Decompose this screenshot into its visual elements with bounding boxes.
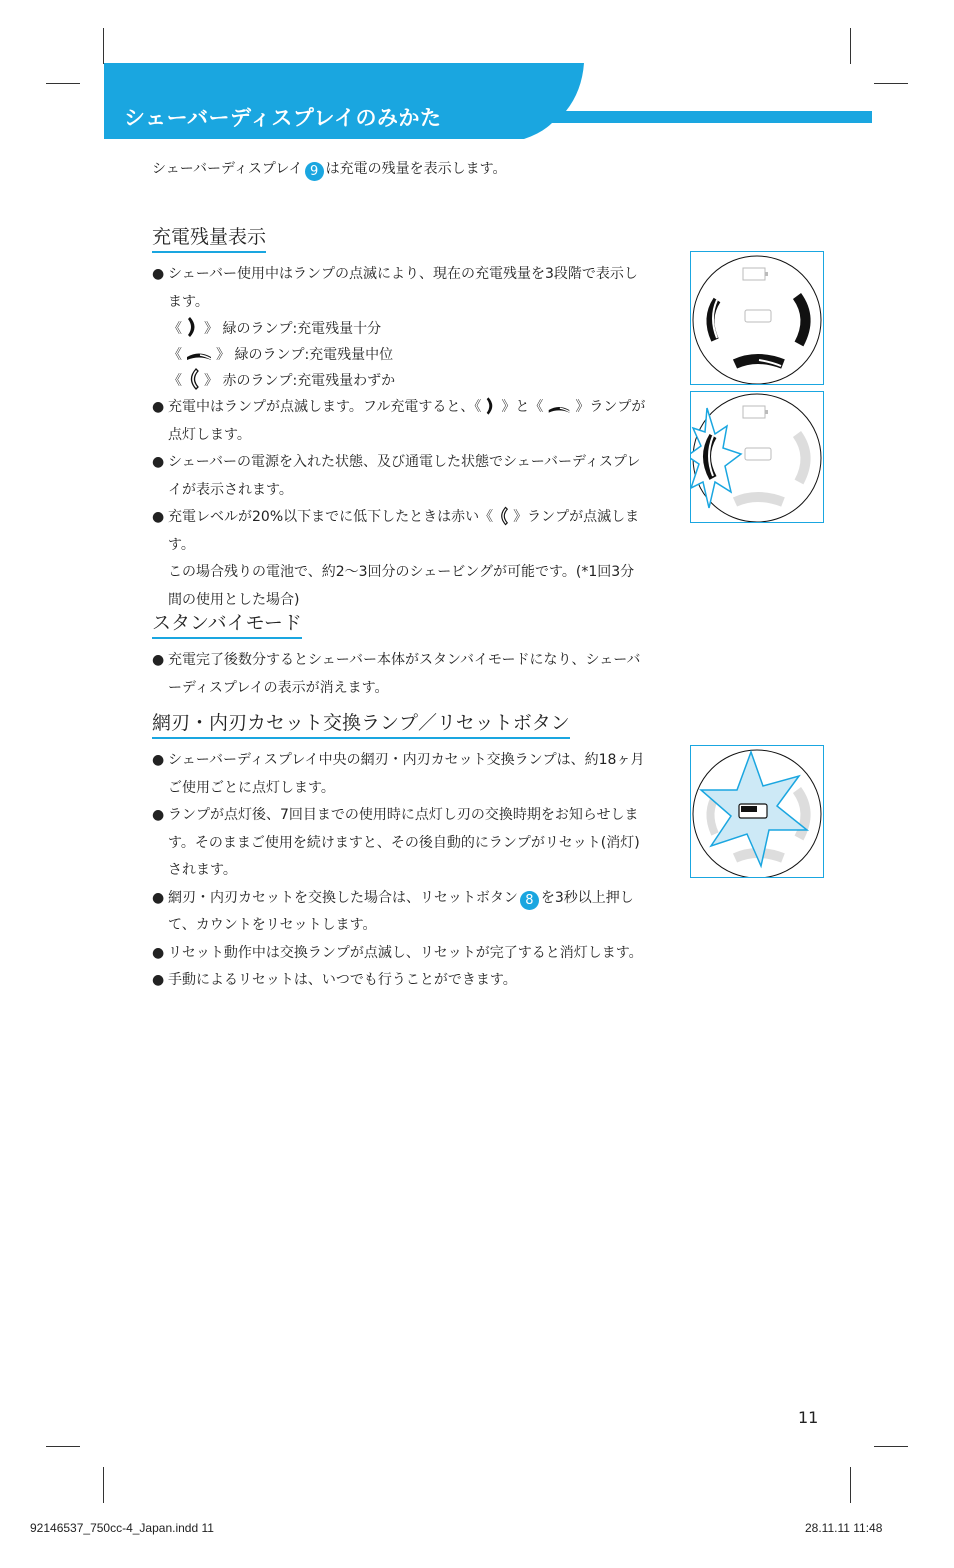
bullet-item: ● ランプが点灯後、7回目までの使用時に点灯し刃の交換時期をお知らせします。そのままご使用を続けますと、その後自動的にランプがリセット(消灯)されます。	[152, 802, 647, 885]
section-battery-level	[152, 222, 647, 614]
full-lamp-icon	[485, 396, 497, 416]
low-lamp-icon	[186, 368, 200, 390]
bullet-item: ● リセット動作中は交換ランプが点滅し、リセットが完了すると消灯します。	[152, 940, 647, 968]
full-lamp-icon	[186, 316, 200, 338]
number-badge-8: 8	[520, 891, 539, 910]
display-figure-full	[690, 251, 824, 385]
crop-mark	[850, 1467, 851, 1503]
page-title: シェーバーディスプレイのみかた	[124, 106, 442, 130]
bullet-item: ● 充電中はランプが点滅します。フル充電すると、《 》と《 》ランプが点灯します。	[152, 394, 647, 449]
mid-lamp-icon	[547, 404, 571, 416]
lamp-legend-low: 《 》 赤のランプ:充電残量わずか	[152, 368, 647, 394]
note-text: この場合残りの電池で、約2〜3回分のシェービングが可能です。(*1回3分間の使用とした場合)	[168, 564, 635, 608]
bullet-item: ● シェーバーディスプレイ中央の網刃・内刃カセット交換ランプは、約18ヶ月ご使用ごとに点灯します。	[152, 747, 647, 802]
footer-date: 28.11.11 11:48	[805, 1521, 883, 1535]
number-badge-9: 9	[305, 162, 324, 181]
bullet-item: ● 手動によるリセットは、いつでも行うことができます。	[152, 967, 647, 995]
mid-lamp-icon	[186, 350, 212, 364]
crop-mark	[850, 28, 851, 64]
display-figure-cassette-lamp	[690, 745, 824, 878]
lamp-legend-mid: 《 》 緑のランプ:充電残量中位	[168, 347, 394, 363]
intro-text: シェーバーディスプレイ 9 は充電の残量を表示します。	[152, 161, 507, 179]
crop-mark	[103, 1467, 104, 1503]
section-cassette-lamp-reset	[152, 708, 647, 995]
bullet-item: ● シェーバー使用中はランプの点滅により、現在の充電残量を3段階で表示します。	[152, 261, 647, 316]
bullet-item: ● 充電完了後数分するとシェーバー本体がスタンバイモードになり、シェーバーディスプレイの表示が消えます。	[152, 647, 647, 702]
bullet-item: ● 充電レベルが20%以下までに低下したときは赤い《 》ランプが点滅します。	[152, 504, 647, 559]
display-figure-low	[690, 391, 824, 523]
footer-file-info: 92146537_750cc-4_Japan.indd 11	[30, 1521, 214, 1535]
section-standby-mode	[152, 608, 647, 702]
bullet-item: ● シェーバーの電源を入れた状態、及び通電した状態でシェーバーディスプレイが表示されます。	[152, 449, 647, 504]
page-number: 11	[798, 1408, 819, 1427]
crop-mark	[46, 83, 80, 84]
lamp-legend-full: 《 》 緑のランプ:充電残量十分	[152, 316, 647, 342]
crop-mark	[103, 28, 104, 64]
bullet-item: ● 網刃・内刃カセットを交換した場合は、リセットボタン 8 を3秒以上押して、カウントをリセットします。	[152, 885, 647, 940]
section-title: スタンバイモード	[152, 608, 302, 639]
crop-mark	[874, 1446, 908, 1447]
low-lamp-icon	[497, 506, 509, 526]
crop-mark	[46, 1446, 80, 1447]
crop-mark	[874, 83, 908, 84]
section-title: 充電残量表示	[152, 222, 266, 253]
section-title: 網刃・内刃カセット交換ランプ／リセットボタン	[152, 708, 570, 739]
